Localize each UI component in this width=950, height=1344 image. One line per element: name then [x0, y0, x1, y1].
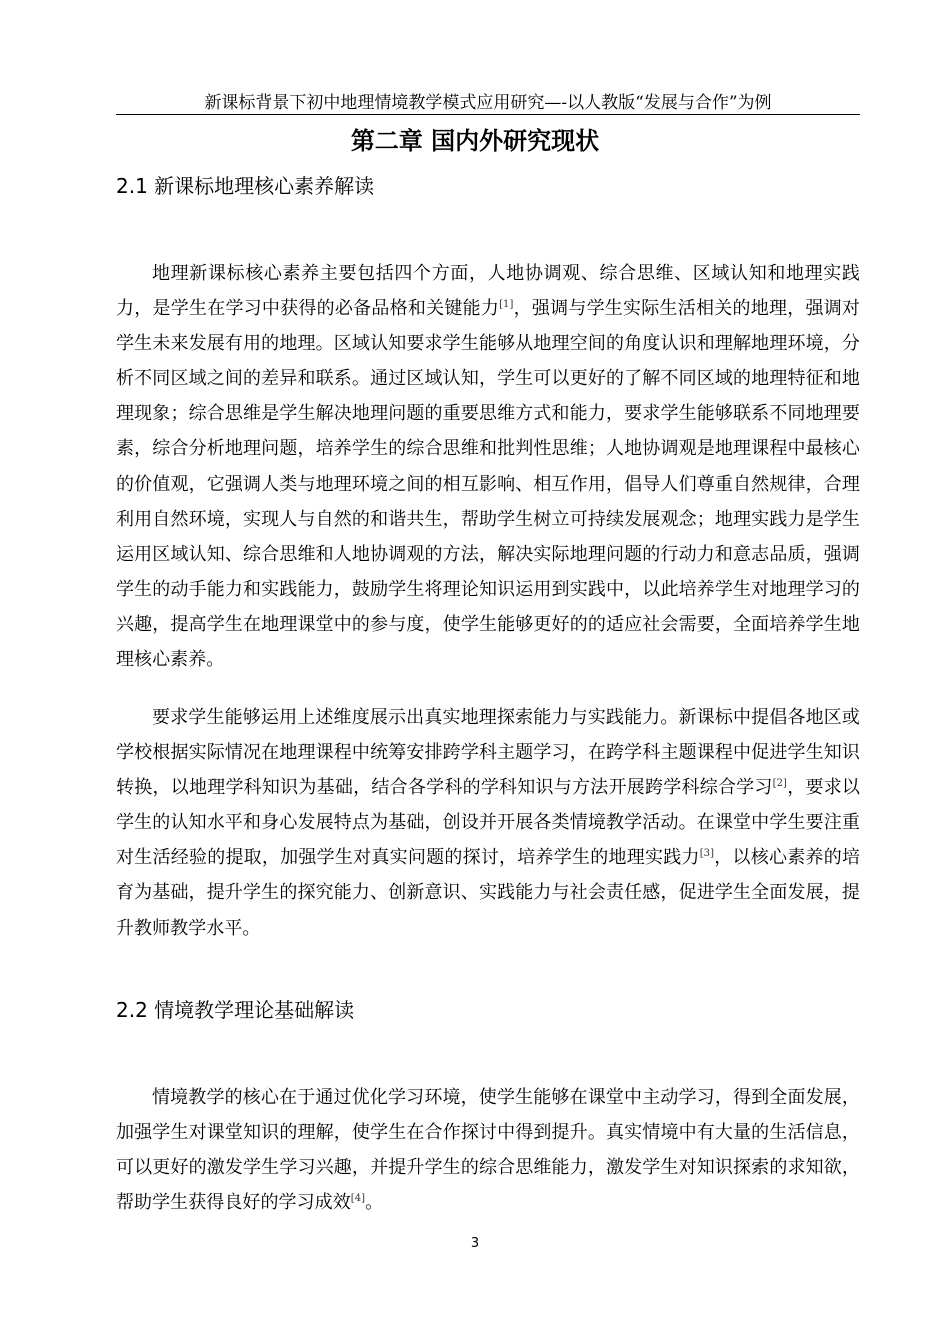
- chapter-title: 第二章 国内外研究现状: [350, 127, 600, 155]
- paragraph-text: ，以核心素养的培育为基础，提升学生的探究能力、创新意识、实践能力与社会责任感，促进学生全面发展，提升教师教学水平。: [116, 847, 861, 939]
- paragraph-text: 要求学生能够运用上述维度展示出真实地理探索能力与实践能力。新课标中提倡各地区或学校根据实际情况在地理课程中统筹安排跨学科主题学习，在跨学科主题课程中促进学生知识转换，以地理学科知识为基础，结合各学科的学科知识与方法开展跨学科综合学习: [116, 707, 860, 799]
- paragraph-text: ，强调与学生实际生活相关的地理，强调对学生未来发展有用的地理。区域认知要求学生能够从地理空间的角度认识和理解地理环境，分析不同区域之间的差异和联系。通过区域认知，学生可以更好的了解不同区域的地理特征和地理现象；综合思维是学生解决地理问题的重要思维方式和能力，要求学生能够联系不同地理要素，综合分析地理问题，培养学生的综合思维和批判性思维；人地协调观是地理课程中最核心的价值观，它强调人类与地理环境之间的相互影响、相互作用，倡导人们尊重自然规律，合理利用自然环境，实现人与自然的和谐共生，帮助学生树立可持续发展观念；地理实践力是学生运用区域认知、综合思维和人地协调观的方法，解决实际地理问题的行动力和意志品质，强调学生的动手能力和实践能力，鼓励学生将理论知识运用到实践中，以此培养学生对地理学习的兴趣，提高学生在地理课堂中的参与度，使学生能够更好的的适应社会需要，全面培养学生地理核心素养。: [116, 298, 860, 671]
- paragraph-text: 情境教学的核心在于通过优化学习环境，使学生能够在课堂中主动学习，得到全面发展，加强学生对课堂知识的理解，使学生在合作探讨中得到提升。真实情境中有大量的生活信息，可以更好的激发学生学习兴趣，并提升学生的综合思维能力，激发学生对知识探索的求知欲，帮助学生获得良好的学习成效: [116, 1087, 860, 1214]
- paragraph-core-literacy: [116, 256, 860, 677]
- paragraph-text: ，要求以学生的认知水平和身心发展特点为基础，创设并开展各类情境教学活动。在课堂中学生要注重对生活经验的提取，加强学生对真实问题的探讨，培养学生的地理实践力: [116, 777, 860, 869]
- section-heading-2-1: 2.1 新课标地理核心素养解读: [116, 174, 375, 198]
- citation-ref-4[interactable]: [4]: [350, 1193, 366, 1205]
- paragraph-situational-teaching: [116, 1080, 860, 1220]
- page-number: 3: [470, 1236, 480, 1251]
- citation-ref-3[interactable]: [3]: [699, 848, 715, 860]
- header-rule: [116, 114, 860, 115]
- paragraph-text: 。: [365, 1192, 384, 1214]
- paragraph-interdisciplinary: [116, 700, 860, 946]
- citation-ref-1[interactable]: [1]: [499, 299, 514, 311]
- running-header: 新课标背景下初中地理情境教学模式应用研究—-以人教版“发展与合作”为例: [204, 93, 772, 113]
- section-heading-2-2: 2.2 情境教学理论基础解读: [116, 998, 355, 1022]
- citation-ref-2[interactable]: [2]: [772, 778, 788, 790]
- paragraph-text: 地理新课标核心素养主要包括四个方面，人地协调观、综合思维、区域认知和地理实践力，是学生在学习中获得的必备品格和关键能力: [116, 263, 860, 320]
